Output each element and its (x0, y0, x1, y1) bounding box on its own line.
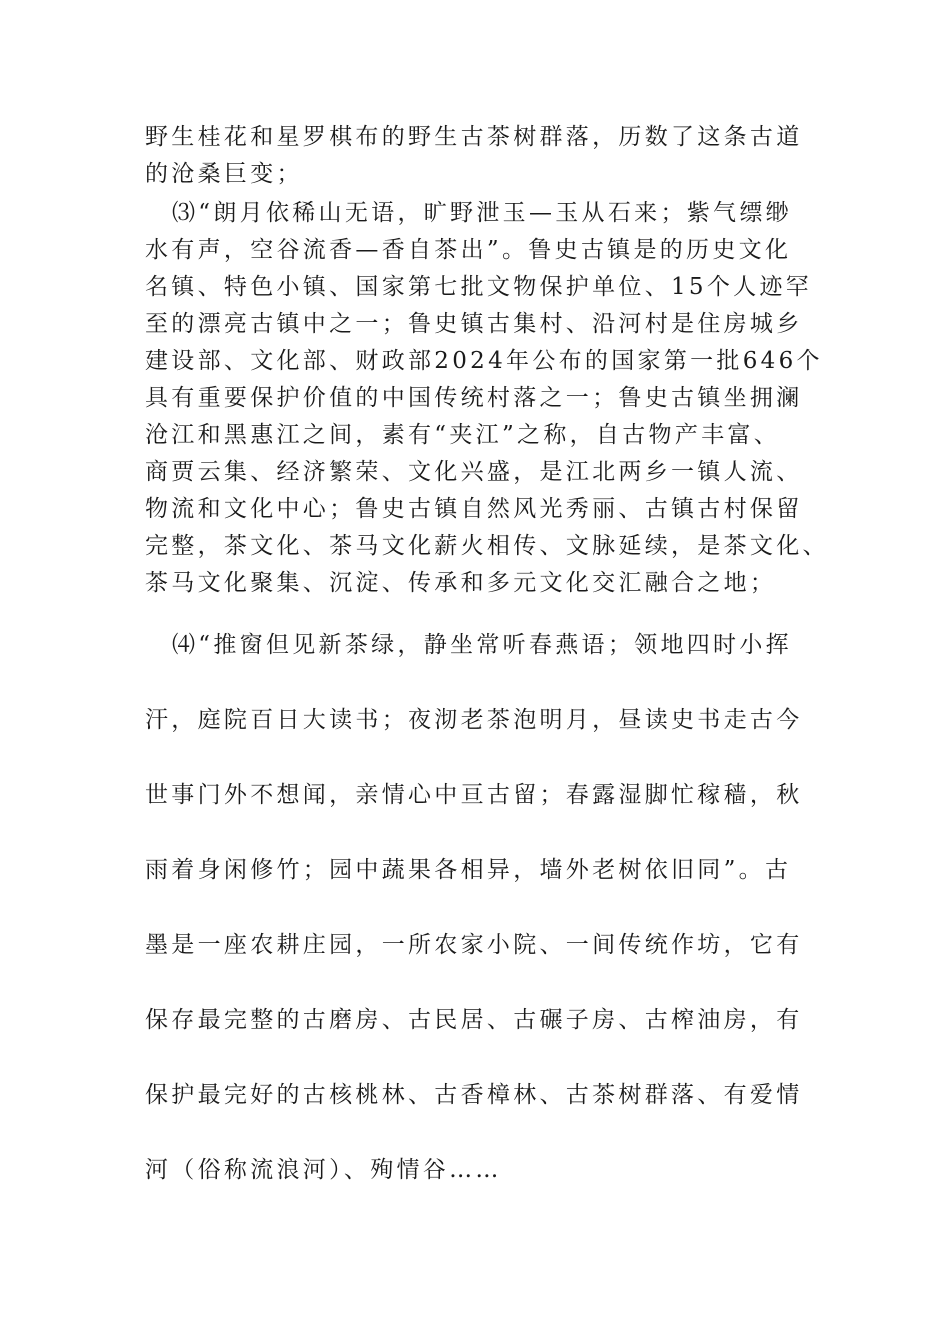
text-line: 水有声，空谷流香—香自茶出”。鲁史古镇是的历史文化 (145, 237, 792, 263)
text-line: 保存最完整的古磨房、古民居、古碾子房、古榨油房，有 (145, 1007, 803, 1033)
text-line: 沧江和黑惠江之间，素有“夹江”之称，自古物产丰富、 (145, 422, 781, 448)
text-line: 完整，茶文化、茶马文化薪火相传、文脉延续，是茶文化、 (145, 533, 829, 559)
text-line: 商贾云集、经济繁荣、文化兴盛，是江北两乡一镇人流、 (145, 459, 803, 485)
text-line: 至的漂亮古镇中之一；鲁史镇古集村、沿河村是住房城乡 (145, 311, 803, 337)
text-line: 雨着身闲修竹；园中蔬果各相异，墙外老树依旧同”。古 (145, 857, 792, 883)
text-line: ⑶“朗月依稀山无语，旷野泄玉—玉从石来；紫气缥缈 (172, 200, 792, 226)
text-line: 建设部、文化部、财政部2024年公布的国家第一批646个 (145, 348, 823, 374)
text-line: 世事门外不想闻，亲情心中亘古留；春露湿脚忙稼穑，秋 (145, 782, 803, 808)
text-line: 河（俗称流浪河）、殉情谷…… (145, 1157, 502, 1183)
text-line: 物流和文化中心；鲁史古镇自然风光秀丽、古镇古村保留 (145, 496, 803, 522)
text-line: 名镇、特色小镇、国家第七批文物保护单位、15个人迹罕 (145, 274, 813, 300)
text-line: ⑷“推窗但见新茶绿，静坐常听春燕语；领地四时小挥 (172, 632, 792, 658)
text-line: 墨是一座农耕庄园，一所农家小院、一间传统作坊，它有 (145, 932, 803, 958)
text-line: 具有重要保护价值的中国传统村落之一；鲁史古镇坐拥澜 (145, 385, 803, 411)
text-line: 保护最完好的古核桃林、古香樟林、古茶树群落、有爱情 (145, 1082, 803, 1108)
text-line: 的沧桑巨变； (145, 161, 303, 187)
text-line: 汗，庭院百日大读书；夜沏老茶泡明月，昼读史书走古今 (145, 707, 803, 733)
text-line: 野生桂花和星罗棋布的野生古茶树群落，历数了这条古道 (145, 124, 803, 150)
text-line: 茶马文化聚集、沉淀、传承和多元文化交汇融合之地； (145, 570, 777, 596)
